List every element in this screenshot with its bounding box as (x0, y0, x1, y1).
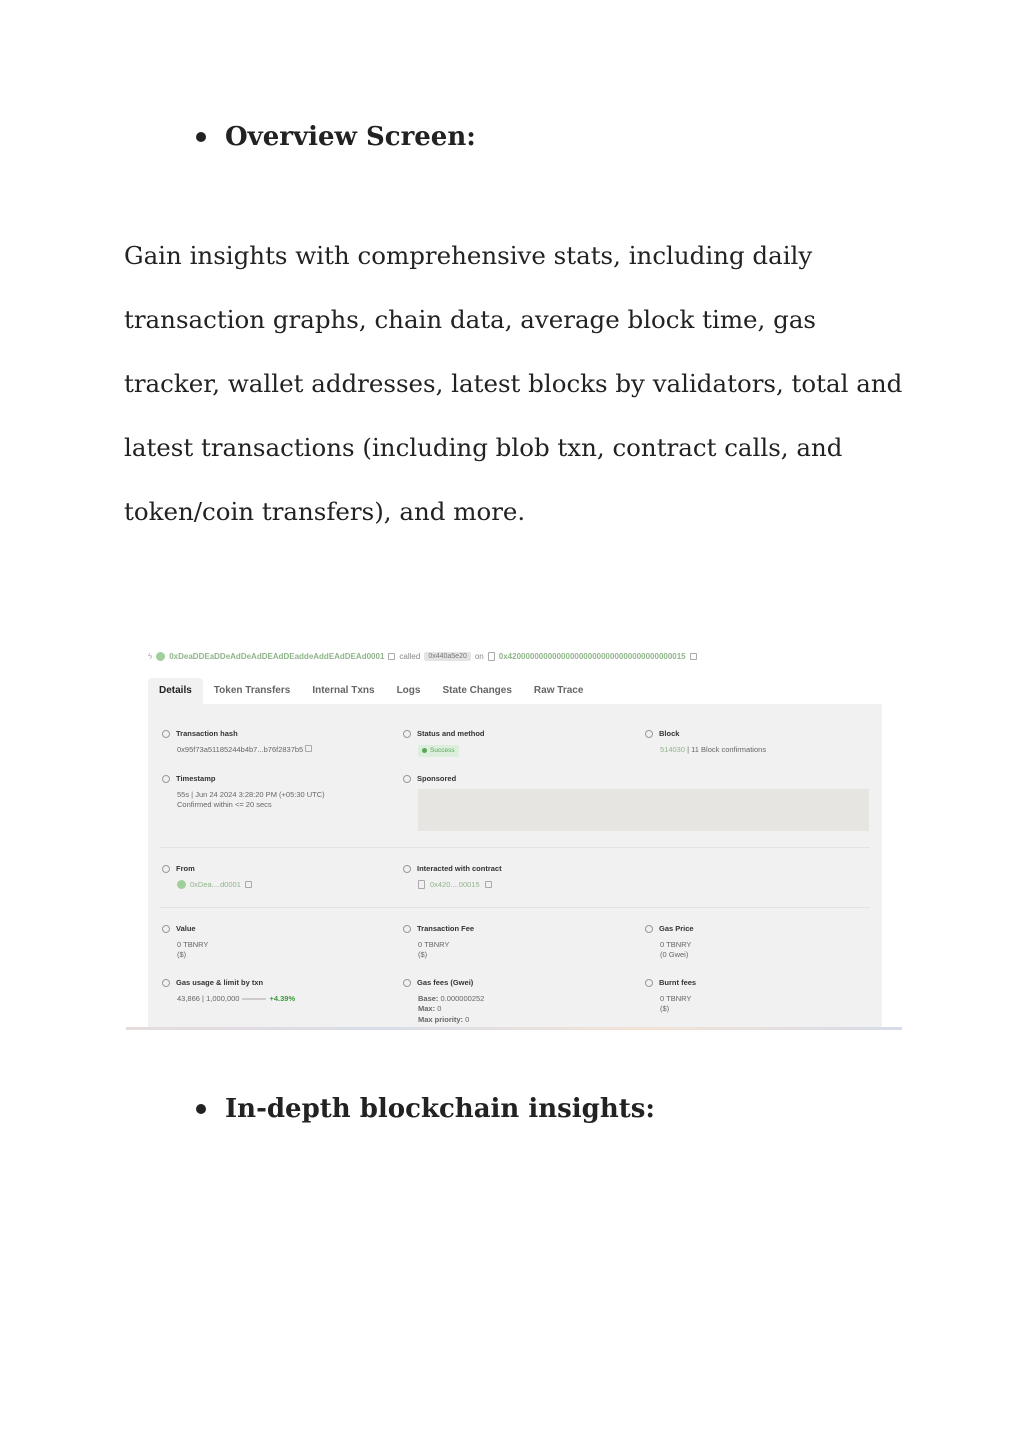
contract-address-link[interactable]: 0x420....00015 (430, 879, 480, 889)
divider (160, 907, 870, 908)
copy-icon[interactable] (245, 881, 252, 888)
copy-icon[interactable] (305, 745, 312, 752)
divider (160, 847, 870, 848)
info-icon (403, 979, 411, 987)
address-avatar-icon (156, 652, 165, 661)
burnt-fees-field: Burnt fees 0 TBNRY ($) (660, 978, 696, 1015)
tx-hash-value: 0x95f73a51185244b4b7...b76f2837b5 (177, 744, 304, 754)
transaction-screenshot (126, 640, 902, 1032)
tab-details[interactable]: Details (148, 678, 203, 704)
to-address-link[interactable]: 0x4200000000000000000000000000000000000015 (498, 651, 686, 661)
screenshot-bottom-border (126, 1027, 902, 1030)
info-icon (162, 925, 170, 933)
on-text: on (474, 651, 484, 661)
info-icon (162, 979, 170, 987)
tx-fee-field: Transaction Fee 0 TBNRY ($) (418, 924, 474, 961)
called-text: called (399, 651, 421, 661)
info-icon (645, 979, 653, 987)
copy-icon[interactable] (388, 653, 395, 660)
info-icon (403, 865, 411, 873)
from-address-link[interactable]: 0xDea....d0001 (190, 879, 241, 889)
tx-hash-field: Transaction hash 0x95f73a51185244b4b7...b76f2837b5 (177, 729, 312, 755)
info-icon (645, 730, 653, 738)
tx-header (148, 650, 697, 662)
info-icon (403, 925, 411, 933)
overview-heading-text: Overview Screen: (225, 122, 476, 152)
timestamp-value: 55s | Jun 24 2024 3:28:20 PM (+05:30 UTC) (177, 789, 325, 799)
info-icon (162, 730, 170, 738)
contract-icon (488, 652, 495, 661)
gas-usage-field: Gas usage & limit by txn 43,866 | 1,000,000 +4.39% (177, 978, 295, 1004)
block-number-link[interactable]: 514030 (660, 744, 686, 754)
confirmed-within: Confirmed within <= 20 secs (177, 800, 272, 809)
timestamp-field: Timestamp 55s | Jun 24 2024 3:28:20 PM (+05:30 UTC) Confirmed within <= 20 secs (177, 774, 325, 811)
tab-logs[interactable]: Logs (396, 685, 421, 696)
value-field: Value 0 TBNRY ($) (177, 924, 208, 961)
sponsored-placeholder (418, 789, 869, 831)
gas-price-field: Gas Price 0 TBNRY (0 Gwei) (660, 924, 694, 961)
contract-icon (418, 880, 425, 889)
tab-token-transfers[interactable]: Token Transfers (213, 685, 291, 696)
insights-heading (196, 1094, 655, 1124)
info-icon (645, 925, 653, 933)
gas-usage-percent: +4.39% (269, 993, 296, 1003)
info-icon (403, 775, 411, 783)
tab-state-changes[interactable]: State Changes (442, 685, 512, 696)
block-confirmations: 11 Block confirmations (691, 744, 767, 754)
interacted-field: Interacted with contract 0x420....00015 (418, 864, 502, 890)
details-panel (148, 704, 882, 1028)
overview-heading (196, 122, 476, 152)
insights-heading-text: In-depth blockchain insights: (225, 1094, 656, 1124)
bullet-icon (196, 1104, 206, 1114)
gas-fees-field: Gas fees (Gwei) Base: 0.000000252 Max: 0 Max priority: 0 (418, 978, 484, 1025)
gas-usage-bar (242, 998, 266, 1000)
info-icon (162, 775, 170, 783)
check-icon (422, 748, 427, 753)
tx-tabs (148, 678, 594, 704)
overview-paragraph: Gain insights with comprehensive stats, including daily transaction graphs, chain data, average block time, gas tracker, wallet addresses, latest blocks by validators, total and latest transactions (including blob txn, contract calls, and token/coin transfers), and more. (124, 241, 903, 526)
tab-internal-txns[interactable]: Internal Txns (312, 685, 375, 696)
info-icon (162, 865, 170, 873)
block-field: Block 514030 | 11 Block confirmations (660, 729, 766, 755)
bolt-icon: ϟ (148, 651, 153, 661)
bullet-icon (196, 132, 206, 142)
info-icon (403, 730, 411, 738)
from-field: From 0xDea....d0001 (177, 864, 252, 890)
copy-icon[interactable] (690, 653, 697, 660)
method-pill: 0x440a5e20 (424, 652, 471, 661)
tab-raw-trace[interactable]: Raw Trace (533, 685, 584, 696)
sponsored-field: Sponsored (418, 774, 456, 790)
status-badge: Success (418, 745, 459, 758)
status-field: Status and method Success (418, 729, 485, 757)
from-address-link[interactable]: 0xDeaDDEaDDeAdDeAdDEAdDEaddeAddEAdDEAd0001 (169, 651, 385, 661)
address-avatar-icon (177, 880, 186, 889)
copy-icon[interactable] (485, 881, 492, 888)
